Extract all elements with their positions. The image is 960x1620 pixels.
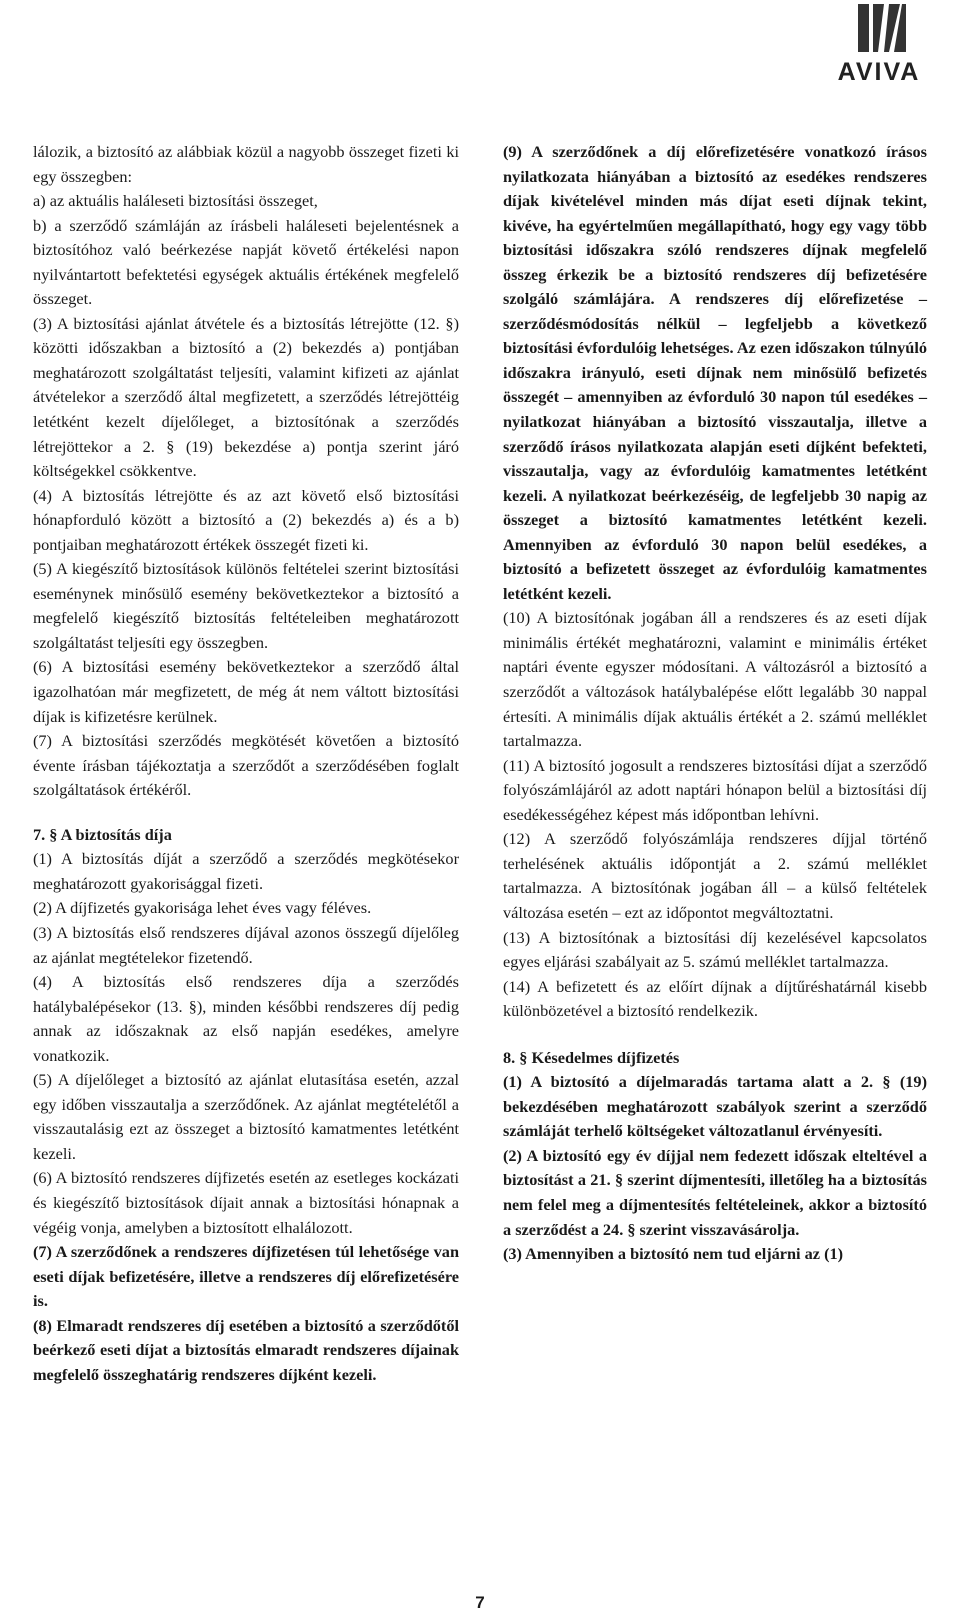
- aviva-logo: [820, 4, 938, 88]
- paragraph: b) a szerződő számláján az írásbeli haláleseti bejelentésnek a biztosítóhoz való beérkezése napját követő értékelési napon nyilvántartott befektetési egységek aktuális értékének megfelelő összeget.: [33, 215, 459, 309]
- paragraph: a) az aktuális haláleseti biztosítási összeget,: [33, 191, 318, 211]
- bold-paragraph: (3) Amennyiben a biztosító nem tud eljárni az (1): [503, 1244, 844, 1264]
- paragraph: (12) A szerződő folyószámlája rendszeres díjjal történő terhelésének aktuális időpontját a 2. számú melléklet tartalmazza. A biztosítónak jogában áll – a külső feltételek változása esetén – ezt az időpontot megváltoztatni.: [503, 829, 927, 922]
- paragraph: (4) A biztosítás létrejötte és az azt követő első biztosítási hónapforduló között a biztosító a (2) bekezdés a) és a b) pontjaiban meghatározott értékek összegét fizeti ki.: [33, 485, 459, 554]
- bold-paragraph: (9) A szerződőnek a díj előrefizetésére vonatkozó írásos nyilatkozata hiányában a biztosító az esedékes rendszeres díjak kivételével minden más díjat eseti díjnak tekint, kivéve, ha egyértelműen megállapítható, hogy egy vagy több biztosítási időszakra szóló rendszeres díjnak megfelelő összeg érkezik be a biztosító rendszeres díj befizetésére szolgáló számlájára. A rendszeres díj előrefizetése – szerződésmódosítás nélkül – legfeljebb a következő biztosítási évfordulóig lehetséges. Az ezen időszakon túlnyúló időszakra irányuló, eseti díjnak nem minősülő befizetés összegét – amennyiben az évforduló 30 napon túl esedékes – nyilatkozat hiányában a biztosító visszautalja, illetve a szerződő írásos nyilatkozata alapján eseti díjként befekteti, visszautalja, vagy az évfordulóig kamatmentes letétként kezeli. A nyilatkozat beérkezéséig, de legfeljebb 30 napig az összeget a biztosító kamatmentes letétként kezeli. Amennyiben az évforduló 30 napon belül esedékes, a biztosító a befizetett összeget az évfordulóig kamatmentes letétként kezeli.: [503, 142, 927, 603]
- paragraph: lálozik, a biztosító az alábbiak közül a nagyobb összeget fizeti ki egy összegben:: [33, 142, 459, 186]
- paragraph: (7) A biztosítási szerződés megkötését követően a biztosító évente írásban tájékoztatja a szerződőt a szerződésében foglalt szolgáltatások értékéről.: [33, 731, 459, 800]
- page-number: 7: [475, 1593, 485, 1612]
- paragraph: (3) A biztosítási ajánlat átvétele és a biztosítás létrejötte (12. §) közötti időszakban a biztosító a (2) bekezdés a) pontjában meghatározott szolgáltatást teljesíti, valamint kifizeti az ajánlat átvételekor a szerződő által megfizetett, a szerződés létrejöttéig letétként kezelt díjelőleget, a biztosítónak a szerződés létrejöttekor a 2. § (19) bekezdése a) pontja szerint járó költségekkel csökkentve.: [33, 313, 459, 481]
- aviva-logo-mark-icon: [858, 4, 906, 52]
- right-column: [503, 140, 927, 1267]
- bold-paragraph: (1) A biztosító a díjelmaradás tartama alatt a 2. § (19) bekezdésében meghatározott szabályok szerint a szerződő számláját terhelő költségeket változatlanul érvényesíti.: [503, 1072, 927, 1141]
- paragraph: (11) A biztosító jogosult a rendszeres biztosítási díjat a szerződő folyószámlájáról az adott naptári hónapon belül a biztosítási díj esedékességéhez képest más időpontban lehívni.: [503, 755, 927, 824]
- section-heading: 8. § Késedelmes díjfizetés: [503, 1047, 680, 1067]
- paragraph: (6) A biztosító rendszeres díjfizetés esetén az esetleges kockázati és kiegészítő biztosítások díjait annak a biztosítási hónapnak a végéig vonja, amelyben a biztosított elhalálozott.: [33, 1168, 459, 1237]
- section-heading: 7. § A biztosítás díja: [33, 824, 172, 844]
- paragraph: (5) A kiegészítő biztosítások különös feltételei szerint biztosítási eseménynek minősülő esemény bekövetkeztekor a biztosító a megfelelő kiegészítő biztosítás feltételeiben meghatározott szolgáltatást teljesíti egy összegben.: [33, 559, 459, 652]
- paragraph: (10) A biztosítónak jogában áll a rendszeres és az eseti díjak minimális értékét meghatározni, valamint e minimális értéket naptári évente egyszer módosítani. A változásról a biztosító a szerződőt a változások hatálybalépése előtt legalább 30 nappal értesíti. A minimális díjak aktuális értékét a 2. számú melléklet tartalmazza.: [503, 608, 927, 751]
- bold-paragraph: (8) Elmaradt rendszeres díj esetében a biztosító a szerződőtől beérkező eseti díjat a biztosítás elmaradt rendszeres díjainak megfelelő összeghatárig rendszeres díjként kezeli.: [33, 1315, 459, 1384]
- paragraph: (5) A díjelőleget a biztosító az ajánlat elutasítása esetén, azzal egy időben visszautalja a szerződőnek. Az ajánlat megtételétől a visszautalásig ezt az összeget a biztosító kamatmentes letétként kezeli.: [33, 1070, 459, 1163]
- paragraph: (1) A biztosítás díját a szerződő a szerződés megkötésekor meghatározott gyakorisággal fizeti.: [33, 849, 459, 893]
- paragraph: (13) A biztosítónak a biztosítási díj kezelésével kapcsolatos egyes eljárási szabályait az 5. számú melléklet tartalmazza.: [503, 927, 927, 972]
- bold-paragraph: (2) A biztosító egy év díjjal nem fedezett időszak elteltével a biztosítást a 21. § szerint díjmentesíti, illetőleg ha a biztosítás nem felel meg a díjmentesítés feltételeinek, akkor a biztosító a szerződést a 24. § szerint visszavásárolja.: [503, 1145, 927, 1239]
- left-column: [33, 140, 459, 1387]
- bold-paragraph: (7) A szerződőnek a rendszeres díjfizetésen túl lehetősége van eseti díjak befizetésére, illetve a rendszeres díj előrefizetésére is.: [33, 1242, 459, 1311]
- paragraph: (2) A díjfizetés gyakorisága lehet éves vagy féléves.: [33, 898, 372, 918]
- paragraph: (3) A biztosítás első rendszeres díjával azonos összegű díjelőleg az ajánlat megtételekor fizetendő.: [33, 922, 459, 967]
- paragraph: (14) A befizetett és az előírt díjnak a díjtűréshatárnál kisebb különbözetével a biztosító rendelkezik.: [503, 976, 927, 1021]
- paragraph: (4) A biztosítás első rendszeres díja a szerződés hatálybalépésekor (13. §), minden későbbi rendszeres díj pedig annak az időszaknak az első napján esedékes, amelyre vonatkozik.: [33, 972, 459, 1065]
- aviva-logo-text: AVIVA: [837, 58, 921, 86]
- paragraph: (6) A biztosítási esemény bekövetkeztekor a szerződő által igazolhatóan már megfizetett, de még át nem váltott biztosítási díjak is kifizetésre kerülnek.: [33, 657, 459, 726]
